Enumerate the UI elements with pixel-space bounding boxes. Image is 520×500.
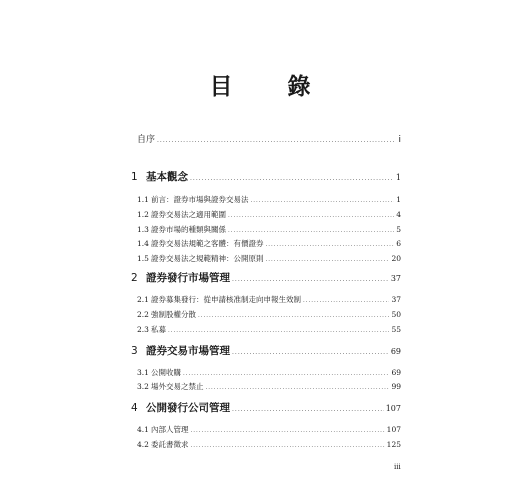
section-number: 1.2: [137, 210, 149, 219]
chapter-number: 2: [131, 272, 138, 284]
section-page: 50: [391, 310, 401, 319]
dot-leader: [191, 441, 385, 452]
dot-leader: [232, 403, 384, 417]
page-title: 目 錄: [209, 74, 327, 100]
section-title: 證券市場的種類與關係: [151, 225, 226, 234]
section-page: 99: [391, 382, 401, 391]
toc-section-1-4[interactable]: [137, 238, 401, 251]
section-page: 5: [396, 225, 401, 234]
section-number: 1.5: [137, 254, 149, 263]
toc-section-2-2[interactable]: [137, 309, 401, 322]
toc-section-4-2[interactable]: [137, 439, 401, 452]
section-page: 55: [391, 325, 401, 334]
section-title: 證券交易法規範之客體：有價證券: [151, 239, 264, 248]
chapter-page: 1: [395, 173, 401, 182]
chapter-title: 基本觀念: [146, 171, 188, 183]
section-page: 6: [396, 239, 401, 248]
section-title: 公開收購: [151, 368, 181, 377]
section-page: 20: [391, 254, 401, 263]
toc-preface[interactable]: [137, 134, 401, 147]
dot-leader: [232, 273, 389, 287]
chapter-title: 證券發行市場管理: [146, 272, 230, 284]
section-page: 69: [391, 368, 401, 377]
toc-preface-label: 自序: [137, 135, 156, 145]
section-number: 1.3: [137, 225, 149, 234]
toc-section-3-2[interactable]: [137, 381, 401, 394]
section-number: 4.1: [137, 425, 149, 434]
dot-leader: [266, 255, 390, 266]
dot-leader: [228, 226, 394, 237]
toc-section-1-2[interactable]: [137, 209, 401, 222]
toc-section-2-1[interactable]: [137, 294, 401, 307]
section-title: 證券交易法之規範精神：公開原則: [151, 254, 264, 263]
section-number: 3.1: [137, 368, 149, 377]
chapter-number: 1: [131, 171, 138, 183]
chapter-title: 公開發行公司管理: [146, 402, 230, 414]
chapter-page: 69: [390, 347, 401, 356]
section-title: 內部人管理: [151, 425, 189, 434]
section-number: 2.3: [137, 325, 149, 334]
chapter-page: 37: [390, 274, 401, 283]
section-number: 2.1: [137, 295, 149, 304]
section-number: 1.4: [137, 239, 149, 248]
dot-leader: [198, 311, 389, 322]
dot-leader: [183, 369, 389, 380]
dot-leader: [168, 326, 389, 337]
section-page: 37: [391, 295, 401, 304]
section-page: 107: [386, 425, 401, 434]
section-number: 1.1: [137, 195, 149, 204]
dot-leader: [266, 240, 395, 251]
section-number: 2.2: [137, 310, 149, 319]
section-title: 證券交易法之適用範圍: [151, 210, 226, 219]
toc-section-3-1[interactable]: [137, 367, 401, 380]
dot-leader: [157, 135, 396, 147]
chapter-page: 107: [385, 404, 401, 413]
toc-section-4-1[interactable]: [137, 424, 401, 437]
section-title: 強制股權分散: [151, 310, 196, 319]
toc-section-1-3[interactable]: [137, 224, 401, 237]
dot-leader: [206, 383, 390, 394]
section-title: 委託書徵求: [151, 440, 189, 449]
chapter-number: 3: [131, 345, 138, 357]
section-number: 3.2: [137, 382, 149, 391]
dot-leader: [190, 172, 394, 186]
toc-preface-page: i: [398, 135, 401, 145]
section-title: 前言：證券市場與證券交易法: [151, 195, 249, 204]
dot-leader: [251, 196, 395, 207]
section-page: 4: [396, 210, 401, 219]
section-number: 4.2: [137, 440, 149, 449]
toc-chapter-1[interactable]: [131, 170, 401, 186]
page-number: iii: [394, 463, 401, 471]
section-title: 證券募集發行：從申請核准制走向申報生效制: [151, 295, 301, 304]
dot-leader: [303, 296, 389, 307]
section-page: 1: [396, 195, 401, 204]
dot-leader: [232, 346, 389, 360]
section-page: 125: [386, 440, 401, 449]
toc-section-1-1[interactable]: [137, 194, 401, 207]
toc-chapter-3[interactable]: [131, 344, 401, 360]
section-title: 私募: [151, 325, 166, 334]
dot-leader: [228, 211, 394, 222]
toc-section-1-5[interactable]: [137, 253, 401, 266]
chapter-number: 4: [131, 402, 138, 414]
dot-leader: [191, 426, 385, 437]
section-title: 場外交易之禁止: [151, 382, 204, 391]
toc-chapter-2[interactable]: [131, 271, 401, 287]
chapter-title: 證券交易市場管理: [146, 345, 230, 357]
toc-chapter-4[interactable]: [131, 401, 401, 417]
toc-section-2-3[interactable]: [137, 324, 401, 337]
